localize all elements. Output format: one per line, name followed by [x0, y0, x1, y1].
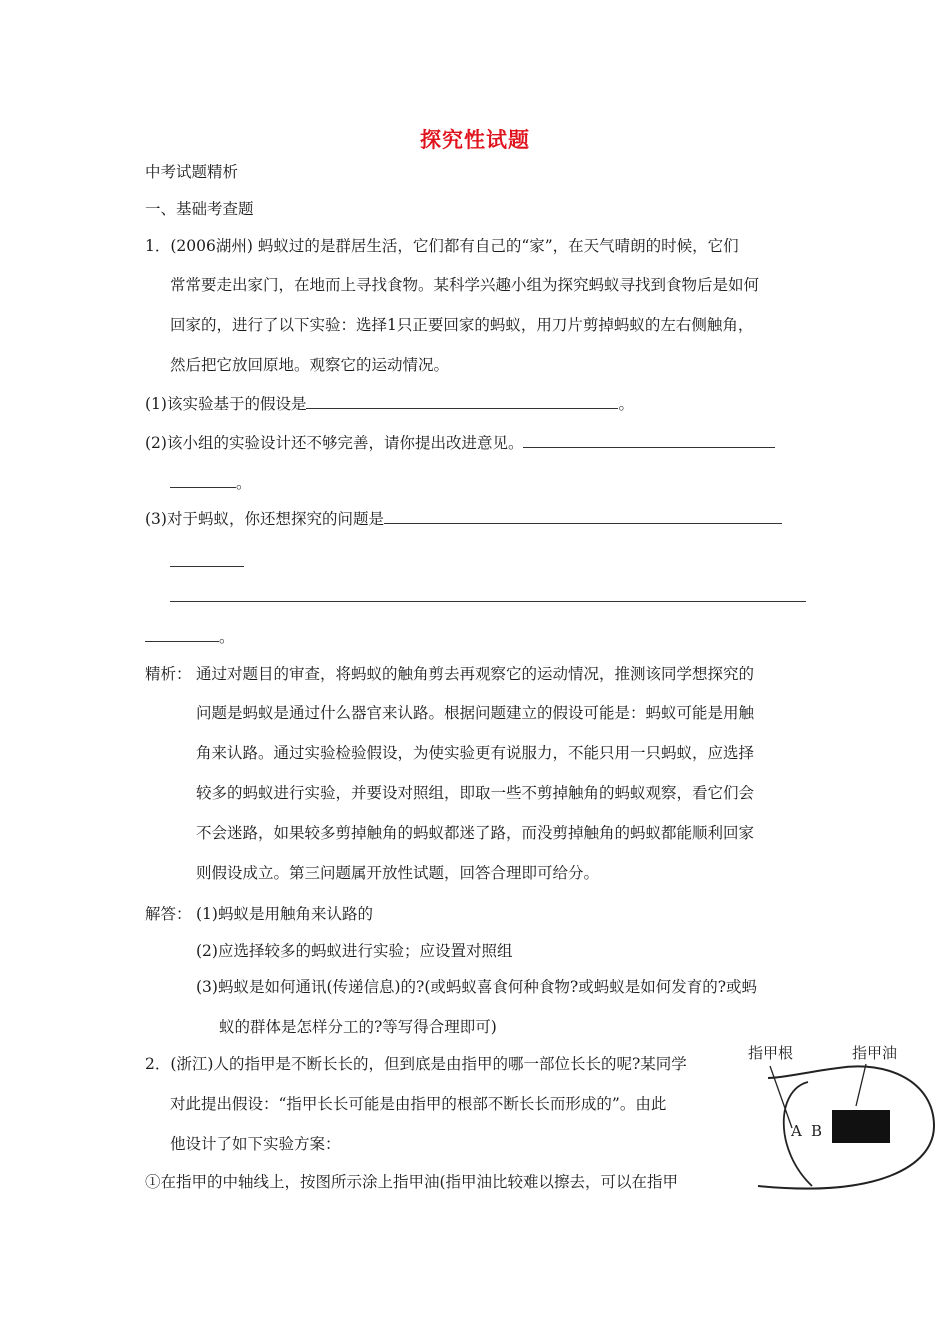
nail-polish-mark: [832, 1110, 890, 1143]
q1-part-2-text: (2)该小组的实验设计还不够完善，请你提出改进意见。: [145, 434, 524, 452]
label-nail-polish: 指甲油: [852, 1044, 898, 1062]
analysis-line-6: 则假设成立。第三问题属开放性试题，回答合理即可给分。: [196, 864, 600, 882]
analysis-line-3: 角来认路。通过实验检验假设，为使实验更有说服力，不能只用一只蚂蚁，应选择: [196, 744, 755, 762]
page-title: 探究性试题: [420, 127, 530, 152]
q2-line-3: 他设计了如下实验方案：: [170, 1135, 341, 1153]
q1-line-1: 1．(2006湖州) 蚂蚁过的是群居生活，它们都有自己的“家”，在天气晴朗的时候，它们: [145, 237, 739, 255]
fingernail-diagram: [748, 1038, 938, 1198]
polish-pointer: [856, 1064, 866, 1106]
answer-blank[interactable]: [523, 433, 775, 448]
answer-2: (2)应选择较多的蚂蚁进行实验；应设置对照组: [196, 942, 513, 960]
section-heading: 中考试题精析: [145, 163, 239, 181]
analysis-line-2: 问题是蚂蚁是通过什么器官来认路。根据问题建立的假设可能是：蚂蚁可能是用触: [196, 704, 755, 722]
analysis-line-1: 通过对题目的审查，将蚂蚁的触角剪去再观察它的运动情况，推测该同学想探究的: [196, 665, 755, 683]
label-nail-root: 指甲根: [748, 1044, 794, 1062]
analysis-label: 精析：: [145, 665, 192, 683]
label-a: A: [791, 1122, 802, 1140]
answer-label: 解答：: [145, 905, 192, 923]
q1-line-2: 常常要走出家门，在地而上寻找食物。某科学兴趣小组为探究蚂蚁寻找到食物后是如何: [170, 276, 760, 294]
q1-part-3-text: (3)对于蚂蚁，你还想探究的问题是: [145, 510, 384, 528]
answer-1: (1)蚂蚁是用触角来认路的: [196, 905, 373, 923]
analysis-line-5: 不会迷路，如果较多剪掉触角的蚂蚁都迷了路，而没剪掉触角的蚂蚁都能顺利回家: [196, 824, 755, 842]
answer-blank[interactable]: [384, 509, 782, 524]
q1-part-3-cont: [145, 627, 235, 647]
answer-3-line-1: (3)蚂蚁是如何通讯(传递信息)的?(或蚂蚁喜食何种食物?或蚂蚁是如何发育的?或蚂: [196, 978, 758, 996]
q1-part-1: [145, 394, 634, 414]
q1-part-2: [145, 433, 775, 453]
q2-line-4: ①在指甲的中轴线上，按图所示涂上指甲油(指甲油比较难以擦去，可以在指甲: [145, 1173, 679, 1191]
q1-line-3: 回家的，进行了以下实验：选择1只正要回家的蚂蚁，用刀片剪掉蚂蚁的左右侧触角，: [170, 316, 754, 334]
period: 。: [618, 395, 634, 413]
subsection-heading: 一、基础考查题: [145, 200, 254, 218]
answer-3-line-2: 蚁的群体是怎样分工的?等写得合理即可): [219, 1018, 497, 1036]
answer-blank[interactable]: [170, 473, 236, 488]
answer-blank[interactable]: [170, 566, 244, 567]
period: 。: [236, 474, 252, 492]
q1-part-1-text: (1)该实验基于的假设是: [145, 395, 307, 413]
answer-blank[interactable]: [170, 601, 806, 602]
q2-line-1: 2．(浙江)人的指甲是不断长长的，但到底是由指甲的哪一部位长长的呢?某同学: [145, 1055, 687, 1073]
q1-part-2-cont: [170, 473, 252, 493]
analysis-line-4: 较多的蚂蚁进行实验，并要设对照组，即取一些不剪掉触角的蚂蚁观察，看它们会: [196, 784, 755, 802]
answer-blank[interactable]: [145, 627, 219, 642]
q2-line-2: 对此提出假设：“指甲长长可能是由指甲的根部不断长长而形成的”。由此: [170, 1095, 667, 1113]
q1-line-4: 然后把它放回原地。观察它的运动情况。: [170, 356, 450, 374]
q1-part-3: [145, 509, 782, 529]
answer-blank[interactable]: [306, 394, 618, 409]
period: 。: [219, 628, 235, 646]
label-b: B: [811, 1122, 823, 1140]
